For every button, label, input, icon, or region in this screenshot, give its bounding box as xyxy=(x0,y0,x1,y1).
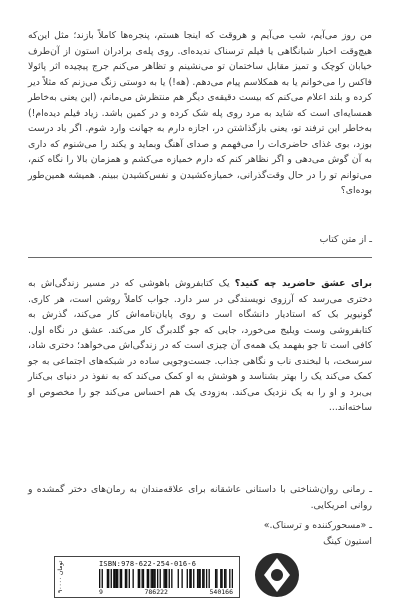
section-divider xyxy=(28,257,372,258)
excerpt-source: ـ از متن کتاب xyxy=(319,234,372,245)
blurb-paragraph xyxy=(28,276,372,416)
publisher-logo-icon xyxy=(254,552,300,598)
review-quote: ـ رمانی روان‌شناختی با داستانی عاشقانه برای علاقه‌مندان به رمان‌های دختر گمشده و روانی امریکایی. xyxy=(28,484,372,511)
barcode-price: ۹۰۰۰۰ تومان xyxy=(57,560,64,593)
endorsement-quote: ـ «مسحورکننده و ترسناک.» xyxy=(263,520,372,531)
barcode-box xyxy=(54,556,240,598)
barcode-digit-group: 786222 xyxy=(144,588,168,596)
barcode-digit-group: 540166 xyxy=(209,588,233,596)
barcode-digit-group: 9 xyxy=(99,588,103,596)
barcode-icon xyxy=(99,569,233,588)
barcode-isbn: ISBN:978-622-254-016-6 xyxy=(99,560,197,568)
barcode-digits xyxy=(99,588,233,596)
excerpt-paragraph: من روز می‌آیم، شب می‌آیم و هروقت که اینجا هستم، پنجره‌ها کاملاً بازند؛ مثل این‌که هیچ‌وقت اخبار شبانگاهی یا فیلم ترسناک ندیده‌ای. روی پله‌ی برادران استون از آن‌طرف خیابان کوچک و تمیز مقابل ساختمان تو می‌نشینم و تظاهر می‌کنم جرج پیچیده اثر پائولا فاکس را می‌خوانم یا به همکلاسم پیام می‌دهم. (هه!) یا به دوستی زنگ می‌زنم که مثلاً دیر کرده و بلند اعلام می‌کنم که بیست دقیقه‌ی دیگر هم منتظرش می‌مانم، (این یعنی به‌خاطر همسایه‌ای است که شاید به مرد روی پله شک کرده و در کمین باشد. زیاد فیلم دیده‌ام!) به‌خاطر این ترفند تو، یعنی بازگذاشتن در، اجازه دارم به جهانت وارد شوم. اگر باد درست بوزد، بوی غذای حاضری‌ات را می‌فهمم و صدای آهنگ وبماید و یکند را می‌شنوم که داری به آن گوش می‌دهی و اگر نظاهر کنم که دارم خمیازه می‌کشم و همزمان بالا را نگاه کنم، می‌توانم تو را در حال وقت‌گذرانی، خمیازه‌کشیدن و نفس‌کشیدن ببینم. همیشه همین‌طور بوده‌ای؟ xyxy=(28,30,372,196)
endorsement-author: استیون کینگ xyxy=(323,536,372,547)
blurb-lead: برای عشق حاضرید چه کنید؟ xyxy=(234,278,372,289)
blurb-body: یک کتابفروش باهوشی که در مسیر زندگی‌اش به دختری می‌رسد که آرزوی نویسندگی در سر دارد. جواب کاملاً روشن است، هر کاری. گونیویر بک که استادیار دانشگاه است و روی پایان‌نامه‌اش کار می‌کند، گذرش به کتابفروشی وست ویلیج می‌خورد، جایی که جو گلدبرگ کار می‌کند. عشق در نگاه اول. کافی است تا جو بفهمد یک همه‌ی آن چیزی است که در زندگی‌اش می‌خواهد؛ دختری شاد، سرسخت، با لبخندی ناب و نگاهی جذاب. جست‌وجویی ساده در شبکه‌های اجتماعی به جو کمک می‌کند یک را بهتر بشناسد و هوشش به او کمک می‌کند که به نفوذ در دنیای بی‌کنار بی‌برد و او را به یک نزدیک می‌کند. به‌زودی یک هم احساس می‌کند جو را مخصوص او ساخته‌اند... xyxy=(28,278,372,413)
